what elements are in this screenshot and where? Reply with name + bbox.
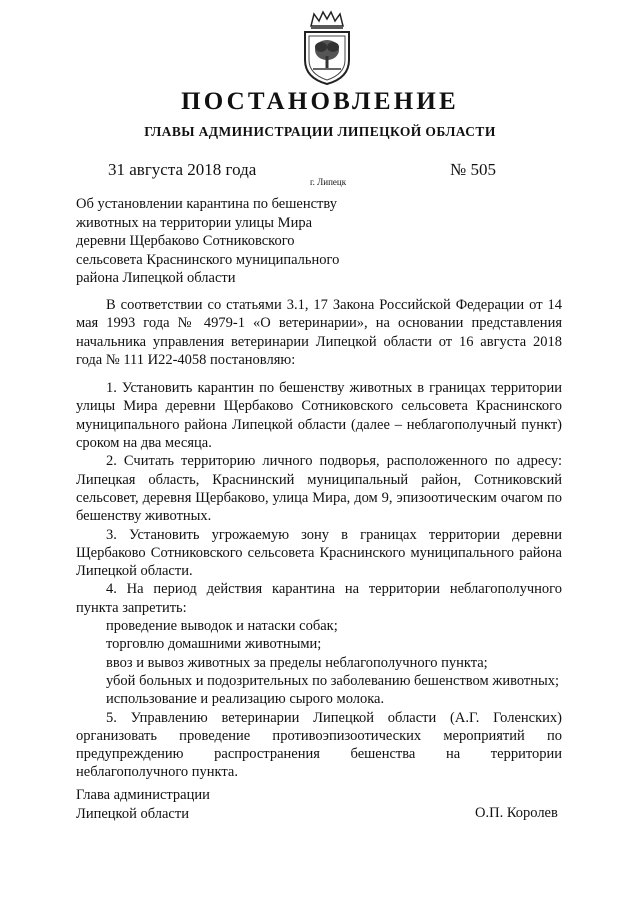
item-2-paragraph: 2. Считать территорию личного подворья, расположенного по адресу: Липецкая область, Краснинский муниципальный район, Сотниковский сельсовет, деревня Щербаково, улица Мира, дом 9, эпизоотическим очагом по бешенству животных. [76, 453, 562, 525]
prohibition-item: торговлю домашними животными; [106, 636, 322, 653]
item-4-paragraph: 4. На период действия карантина на территории неблагополучного пункта запретить: [76, 581, 562, 616]
heading-line: деревни Щербаково Сотниковского [76, 233, 295, 249]
item-3-paragraph: 3. Установить угрожаемую зону в границах территории деревни Щербаково Сотниковского сельсовета Краснинского муниципального района Липецкой области. [76, 526, 562, 580]
prohibition-item: проведение выводок и натаски собак; [106, 618, 338, 635]
document-body [76, 296, 562, 782]
signatory-position-line: Липецкой области [76, 806, 189, 822]
prohibition-item: убой больных и подозрительных по заболеванию бешенством животных; [106, 672, 560, 689]
document-subtitle: ГЛАВЫ АДМИНИСТРАЦИИ ЛИПЕЦКОЙ ОБЛАСТИ [144, 124, 496, 139]
item-5-paragraph: 5. Управлению ветеринарии Липецкой области (А.Г. Голенских) организовать проведение противоэпизоотических мероприятий по предупреждению распространения бешенства на территории неблагополучного пункта. [76, 709, 562, 781]
coat-of-arms-icon [297, 10, 357, 86]
prohibition-item: ввоз и вывоз животных за пределы неблагополучного пункта; [106, 654, 488, 671]
heading-line: Об установлении карантина по бешенству [76, 196, 337, 212]
heading-line: животных на территории улицы Мира [76, 214, 313, 231]
document-title: ПОСТАНОВЛЕНИЕ [181, 88, 459, 115]
signatory-position-line: Глава администрации [76, 787, 210, 803]
signatory-name: О.П. Королев [475, 805, 558, 821]
preamble-paragraph: В соответствии со статьями 3.1, 17 Закона Российской Федерации от 14 мая 1993 года № 4979-1 «О ветеринарии», на основании представления начальника управления ветеринарии Липецкой области от 16 августа 2018 года № 111 И22-4058 постановляю: [76, 297, 562, 368]
prohibition-item: использование и реализацию сырого молока. [106, 691, 385, 708]
document-number: № 505 [450, 160, 496, 179]
document-date: 31 августа 2018 года [108, 160, 257, 179]
heading-line: района Липецкой области [76, 270, 236, 286]
heading-line: сельсовета Краснинского муниципального [76, 251, 340, 268]
item-1-paragraph: 1. Установить карантин по бешенству животных в границах территории улицы Мира деревни Щербаково Сотниковского сельсовета Краснинского муниципального района Липецкой области (далее – неблагополучный пункт) сроком на два месяца. [76, 380, 562, 452]
signatory-position [76, 786, 210, 824]
document-heading [76, 195, 376, 288]
document-city: г. Липецк [310, 177, 347, 187]
